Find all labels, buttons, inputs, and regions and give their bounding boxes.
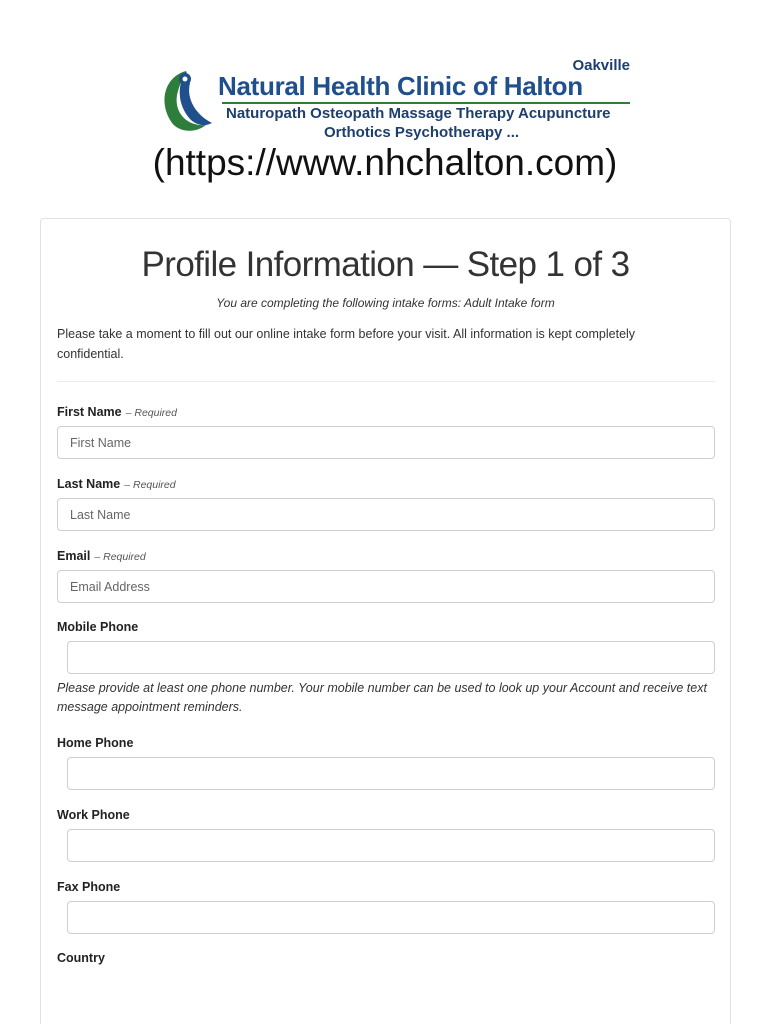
divider [57, 381, 715, 382]
logo-services-line2: Orthotics Psychotherapy ... [324, 124, 520, 141]
last-name-label [57, 477, 176, 491]
required-marker: – Required [94, 551, 146, 563]
email-label [57, 549, 146, 563]
first-name-input[interactable] [57, 426, 715, 459]
logo-city: Oakville [572, 57, 630, 74]
logo-underline [222, 102, 630, 104]
page-title: Profile Information — Step 1 of 3 [141, 245, 630, 284]
required-marker: – Required [125, 407, 177, 419]
fax-phone-input[interactable] [67, 901, 715, 934]
home-phone-input[interactable] [67, 757, 715, 790]
required-marker: – Required [124, 479, 176, 491]
phone-help-text: Please provide at least one phone number. Your mobile number can be used to look up your Account and receive text message appointment reminders. [57, 681, 707, 714]
country-label: Country [57, 951, 105, 965]
logo-clinic-name: Natural Health Clinic of Halton [218, 71, 583, 101]
forms-note: You are completing the following intake forms: Adult Intake form [216, 296, 555, 310]
site-url: (https://www.nhchalton.com) [152, 142, 618, 183]
first-name-label [57, 405, 177, 419]
intake-form-card [40, 218, 731, 1024]
email-label-text: Email [57, 549, 91, 563]
email-input[interactable] [57, 570, 715, 603]
logo-services-line1: Naturopath Osteopath Massage Therapy Acupuncture [226, 105, 611, 122]
first-name-label-text: First Name [57, 405, 122, 419]
fax-phone-label: Fax Phone [57, 880, 121, 894]
last-name-label-text: Last Name [57, 477, 121, 491]
mobile-phone-label: Mobile Phone [57, 620, 139, 634]
home-phone-label: Home Phone [57, 736, 134, 750]
work-phone-label: Work Phone [57, 808, 130, 822]
last-name-input[interactable] [57, 498, 715, 531]
mobile-phone-input[interactable] [67, 641, 715, 674]
intro-text: Please take a moment to fill out our online intake form before your visit. All information is kept completely confidential. [57, 327, 636, 361]
clinic-logo [156, 55, 636, 145]
work-phone-input[interactable] [67, 829, 715, 862]
clinic-logo-mark-icon [156, 63, 218, 133]
